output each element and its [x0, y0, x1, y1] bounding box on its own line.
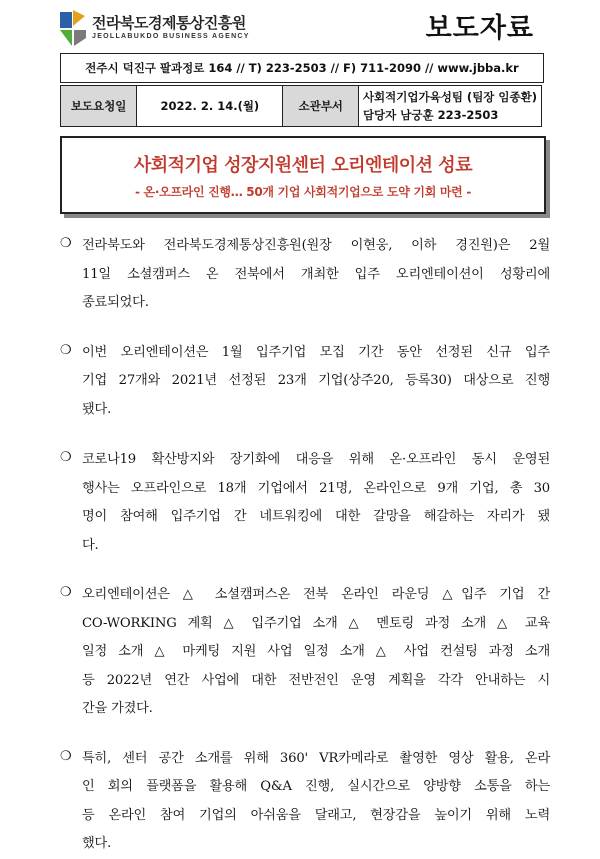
bullet-icon: ❍: [60, 585, 72, 600]
org-logo-mark-icon: [58, 8, 88, 48]
paragraph-line: 행사는 오프라인으로 18개 기업에서 21명, 온라인으로 9개 기업, 총 30: [82, 480, 550, 496]
paragraph-line: 등 2022년 연간 사업에 대한 전반전인 운영 계획을 각각 안내하는 시: [82, 672, 550, 688]
org-name-en: JEOLLABUKDO BUSINESS AGENCY: [92, 33, 250, 40]
paragraph-line: 11일 소셜캠퍼스 온 전북에서 개최한 입주 오리엔테이션이 성황리에: [82, 266, 550, 282]
request-date-label: 보도요청일: [61, 86, 137, 127]
contact-bar: [60, 53, 544, 83]
paragraph-5: [60, 745, 550, 859]
paragraph-line: 일정 소개 △ 마케팅 지원 사업 일정 소개 △ 사업 컨설팅 과정 소개: [82, 644, 550, 659]
org-name-ko: 전라북도경제통상진흥원: [92, 14, 246, 32]
paragraph-line: 종료되었다.: [82, 295, 149, 310]
subheadline: - 온·오프라인 진행… 50개 기업 사회적기업으로 도약 기회 마련 -: [134, 185, 472, 199]
paragraph-line: 특히, 센터 공간 소개를 위해 360' VR카메라로 촬영한 영상 활용, 온라: [82, 750, 550, 766]
paragraph-line: CO-WORKING 계획 △ 입주기업 소개 △ 멘토링 과정 소개 △ 교육: [82, 615, 550, 631]
bullet-icon: ❍: [60, 342, 72, 358]
bullet-icon: ❍: [60, 748, 72, 764]
release-info-row: [61, 86, 542, 127]
paragraph-line: 오리엔테이션은 △ 소셜캠퍼스온 전북 온라인 라운딩 △입주 기업 간: [82, 587, 550, 602]
department-label: 소관부서: [283, 86, 358, 127]
department-value: [358, 86, 541, 127]
headline: 사회적기업 성장지원센터 오리엔테이션 성료: [133, 155, 473, 176]
bullet-icon: ❍: [60, 450, 72, 465]
paragraph-line: 됐다.: [82, 401, 112, 417]
paragraph-line: 다.: [82, 537, 99, 553]
paragraph-1: [60, 232, 550, 318]
paragraph-3: [60, 446, 550, 560]
org-logo: [58, 8, 318, 48]
paragraph-2: [60, 339, 550, 425]
headline-box: [60, 136, 546, 214]
bullet-icon: ❍: [60, 236, 72, 251]
paragraph-line: 이번 오리엔테이션은 1월 입주기업 모집 기간 동안 선정된 신규 입주: [82, 344, 550, 360]
paragraph-line: 기업 27개와 2021년 선정된 23개 기업(상주20, 등록30) 대상으로 진행: [82, 373, 550, 388]
paragraph-line: 인 회의 플랫폼을 활용해 Q&A 진행, 실시간으로 양방향 소통을 하는: [82, 779, 550, 794]
release-info-table: [60, 85, 542, 127]
paragraph-line: 간을 가졌다.: [82, 701, 153, 716]
contact-text: 전주시 덕진구 팔과정로 164 // T) 223-2503 // F) 711-2090 // www.jbba.kr: [85, 61, 519, 75]
paragraph-line: 등 온라인 참여 기업의 아쉬움을 달래고, 현장감을 높이기 위해 노력: [82, 807, 550, 823]
document-type: 보도자료: [425, 13, 534, 44]
paragraph-line: 코로나19 확산방지와 장기화에 대응을 위해 온·오프라인 동시 운영된: [82, 452, 550, 467]
paragraph-line: 명이 참여해 입주기업 간 네트워킹에 대한 갈망을 해갈하는 자리가 됐: [82, 509, 550, 524]
request-date-value: 2022. 2. 14.(월): [137, 86, 283, 127]
article-body: [60, 232, 550, 859]
paragraph-line: 했다.: [82, 836, 112, 851]
department-contact: 담당자 남궁훈 223-2503: [362, 108, 499, 122]
paragraph-line: 전라북도와 전라북도경제통상진흥원(원장 이현웅, 이하 경진원)은 2월: [82, 238, 550, 253]
department-team: 사회적기업가육성팀 (팀장 임종환): [362, 90, 537, 104]
paragraph-4: [60, 581, 550, 724]
